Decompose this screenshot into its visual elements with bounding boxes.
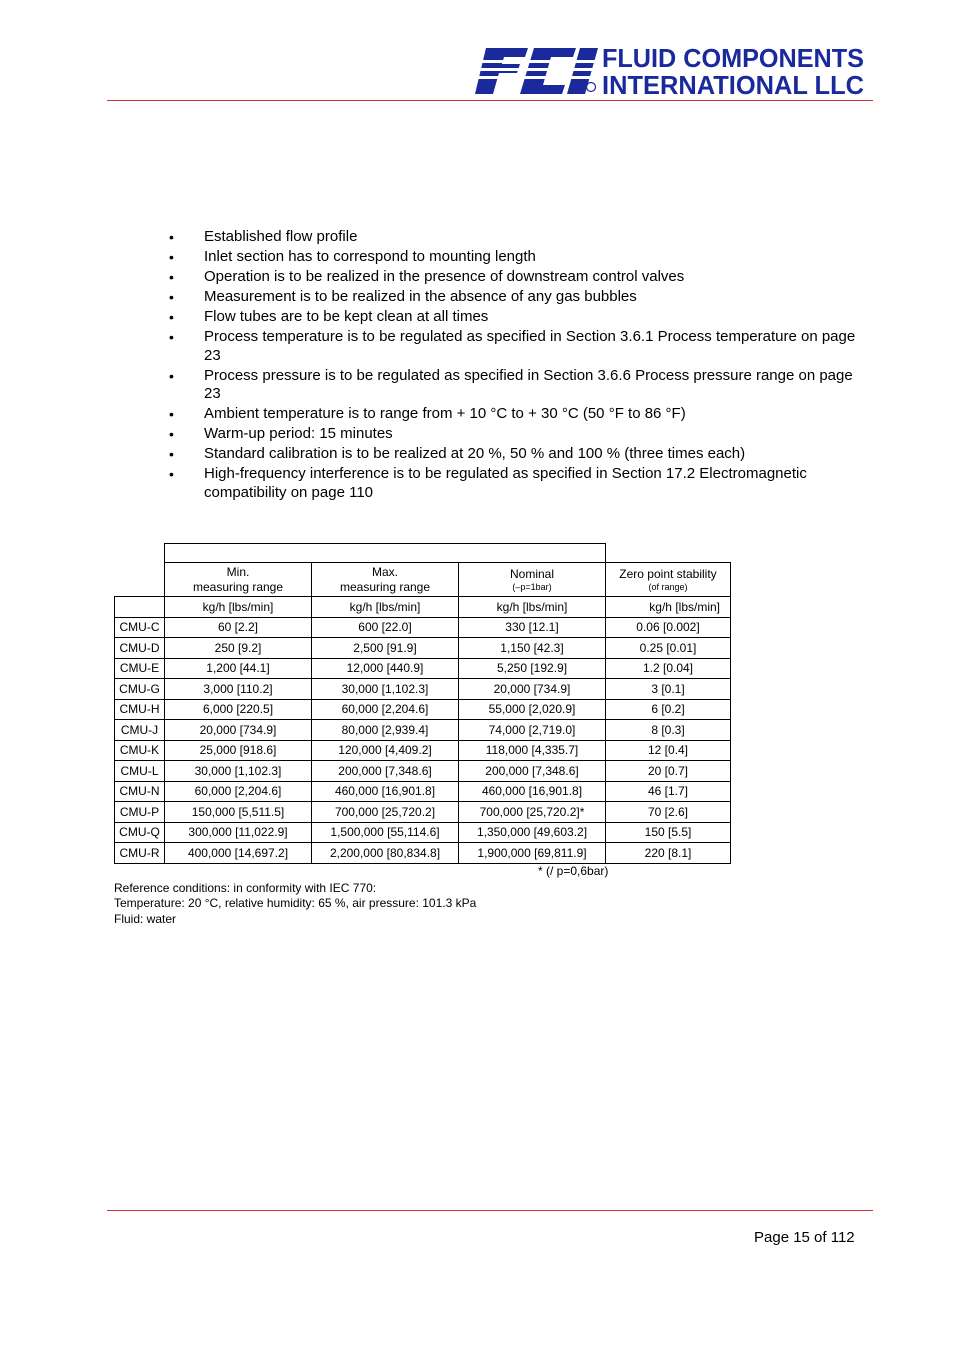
- nominal-cell: 1,350,000 [49,603.2]: [459, 822, 606, 843]
- nominal-cell: 200,000 [7,348.6]: [459, 761, 606, 782]
- conditions-list: [165, 228, 870, 504]
- zero-point-cell: 220 [8.1]: [606, 843, 731, 864]
- max-cell: 80,000 [2,939.4]: [312, 720, 459, 741]
- nominal-cell: 5,250 [192.9]: [459, 658, 606, 679]
- table-row: [115, 781, 731, 802]
- min-cell: 6,000 [220.5]: [165, 699, 312, 720]
- header-zero-point: Zero point stability (of range): [606, 563, 731, 597]
- list-item: • Warm-up period: 15 minutes: [165, 425, 870, 444]
- table-footnote: * (/ p=0,6bar): [538, 864, 609, 878]
- zero-point-cell: 46 [1.7]: [606, 781, 731, 802]
- max-cell: 600 [22.0]: [312, 617, 459, 638]
- header-min: Min. measuring range: [165, 563, 312, 597]
- table-row: [115, 822, 731, 843]
- logo-line1: FLUID COMPONENTS: [602, 44, 864, 73]
- table-title-cell: [165, 544, 606, 563]
- nominal-cell: 20,000 [734.9]: [459, 679, 606, 700]
- min-cell: 300,000 [11,022.9]: [165, 822, 312, 843]
- min-cell: 25,000 [918.6]: [165, 740, 312, 761]
- max-cell: 2,200,000 [80,834.8]: [312, 843, 459, 864]
- model-cell: CMU-Q: [115, 822, 165, 843]
- min-cell: 60,000 [2,204.6]: [165, 781, 312, 802]
- table-header-row: [115, 563, 731, 597]
- units-row: [115, 597, 731, 618]
- nominal-cell: 700,000 [25,720.2]*: [459, 802, 606, 823]
- zero-point-cell: 12 [0.4]: [606, 740, 731, 761]
- unit-cell: kg/h [lbs/min]: [606, 597, 731, 618]
- model-cell: CMU-P: [115, 802, 165, 823]
- max-cell: 60,000 [2,204.6]: [312, 699, 459, 720]
- unit-cell: kg/h [lbs/min]: [312, 597, 459, 618]
- nominal-cell: 330 [12.1]: [459, 617, 606, 638]
- max-cell: 200,000 [7,348.6]: [312, 761, 459, 782]
- nominal-cell: 74,000 [2,719.0]: [459, 720, 606, 741]
- model-cell: CMU-H: [115, 699, 165, 720]
- table-row: [115, 761, 731, 782]
- reference-line: Fluid: water: [114, 911, 177, 926]
- zero-point-cell: 3 [0.1]: [606, 679, 731, 700]
- unit-cell: kg/h [lbs/min]: [165, 597, 312, 618]
- reference-line: Reference conditions: in conformity with IEC 770:: [114, 881, 377, 895]
- min-cell: 30,000 [1,102.3]: [165, 761, 312, 782]
- zero-point-cell: 0.25 [0.01]: [606, 638, 731, 659]
- min-cell: 60 [2.2]: [165, 617, 312, 638]
- model-cell: CMU-R: [115, 843, 165, 864]
- max-cell: 30,000 [1,102.3]: [312, 679, 459, 700]
- max-cell: 120,000 [4,409.2]: [312, 740, 459, 761]
- model-cell: CMU-C: [115, 617, 165, 638]
- min-cell: 150,000 [5,511.5]: [165, 802, 312, 823]
- logo-line2: INTERNATIONAL LLC: [602, 70, 865, 98]
- max-cell: 1,500,000 [55,114.6]: [312, 822, 459, 843]
- list-item: • Process pressure is to be regulated as specified in Section 3.6.6 Process pressure range on page 23: [165, 367, 870, 404]
- header-nominal: Nominal (–p=1bar): [459, 563, 606, 597]
- min-cell: 1,200 [44.1]: [165, 658, 312, 679]
- zero-point-cell: 1.2 [0.04]: [606, 658, 731, 679]
- unit-cell: kg/h [lbs/min]: [459, 597, 606, 618]
- reference-conditions: [114, 881, 476, 927]
- header-rule: [107, 100, 873, 101]
- list-item: • Ambient temperature is to range from + 10 °C to + 30 °C (50 °F to 86 °F): [165, 405, 870, 424]
- table-row: [115, 699, 731, 720]
- nominal-cell: 1,150 [42.3]: [459, 638, 606, 659]
- zero-point-cell: 150 [5.5]: [606, 822, 731, 843]
- table-row: [115, 638, 731, 659]
- list-item: • Measurement is to be realized in the absence of any gas bubbles: [165, 288, 870, 307]
- max-cell: 12,000 [440.9]: [312, 658, 459, 679]
- list-item: • Operation is to be realized in the presence of downstream control valves: [165, 268, 870, 287]
- footer-rule: [107, 1210, 873, 1211]
- model-cell: CMU-G: [115, 679, 165, 700]
- list-item: • High-frequency interference is to be regulated as specified in Section 17.2 Electromagnetic compatibility on page 110: [165, 465, 870, 502]
- table-row: [115, 658, 731, 679]
- zero-point-cell: 0.06 [0.002]: [606, 617, 731, 638]
- table-row: [115, 617, 731, 638]
- fci-logo: [472, 44, 867, 98]
- min-cell: 250 [9.2]: [165, 638, 312, 659]
- table-body: [115, 617, 731, 863]
- min-cell: 3,000 [110.2]: [165, 679, 312, 700]
- measuring-range-table: [114, 543, 731, 864]
- nominal-cell: 460,000 [16,901.8]: [459, 781, 606, 802]
- table-row: [115, 802, 731, 823]
- list-item: • Inlet section has to correspond to mounting length: [165, 248, 870, 267]
- zero-point-cell: 6 [0.2]: [606, 699, 731, 720]
- min-cell: 400,000 [14,697.2]: [165, 843, 312, 864]
- list-item: • Process temperature is to be regulated as specified in Section 3.6.1 Process temperature on page 23: [165, 328, 870, 365]
- nominal-cell: 118,000 [4,335.7]: [459, 740, 606, 761]
- max-cell: 460,000 [16,901.8]: [312, 781, 459, 802]
- zero-point-cell: 70 [2.6]: [606, 802, 731, 823]
- model-cell: CMU-J: [115, 720, 165, 741]
- list-item: • Flow tubes are to be kept clean at all times: [165, 308, 870, 327]
- model-cell: CMU-K: [115, 740, 165, 761]
- nominal-cell: 55,000 [2,020.9]: [459, 699, 606, 720]
- list-item: • Established flow profile: [165, 228, 870, 247]
- page-number: Page 15 of 112: [754, 1229, 855, 1246]
- model-cell: CMU-N: [115, 781, 165, 802]
- nominal-cell: 1,900,000 [69,811.9]: [459, 843, 606, 864]
- max-cell: 700,000 [25,720.2]: [312, 802, 459, 823]
- model-cell: CMU-L: [115, 761, 165, 782]
- model-cell: CMU-D: [115, 638, 165, 659]
- max-cell: 2,500 [91.9]: [312, 638, 459, 659]
- table-row: [115, 720, 731, 741]
- list-item: • Standard calibration is to be realized at 20 %, 50 % and 100 % (three times each): [165, 445, 870, 464]
- reference-line: Temperature: 20 °C, relative humidity: 65 %, air pressure: 101.3 kPa: [114, 896, 477, 911]
- table-row: [115, 740, 731, 761]
- table-row: [115, 843, 731, 864]
- table-row: [115, 679, 731, 700]
- zero-point-cell: 20 [0.7]: [606, 761, 731, 782]
- model-cell: CMU-E: [115, 658, 165, 679]
- header-max: Max. measuring range: [312, 563, 459, 597]
- table-title-row: [115, 544, 731, 563]
- zero-point-cell: 8 [0.3]: [606, 720, 731, 741]
- logo-mark: [472, 48, 600, 94]
- min-cell: 20,000 [734.9]: [165, 720, 312, 741]
